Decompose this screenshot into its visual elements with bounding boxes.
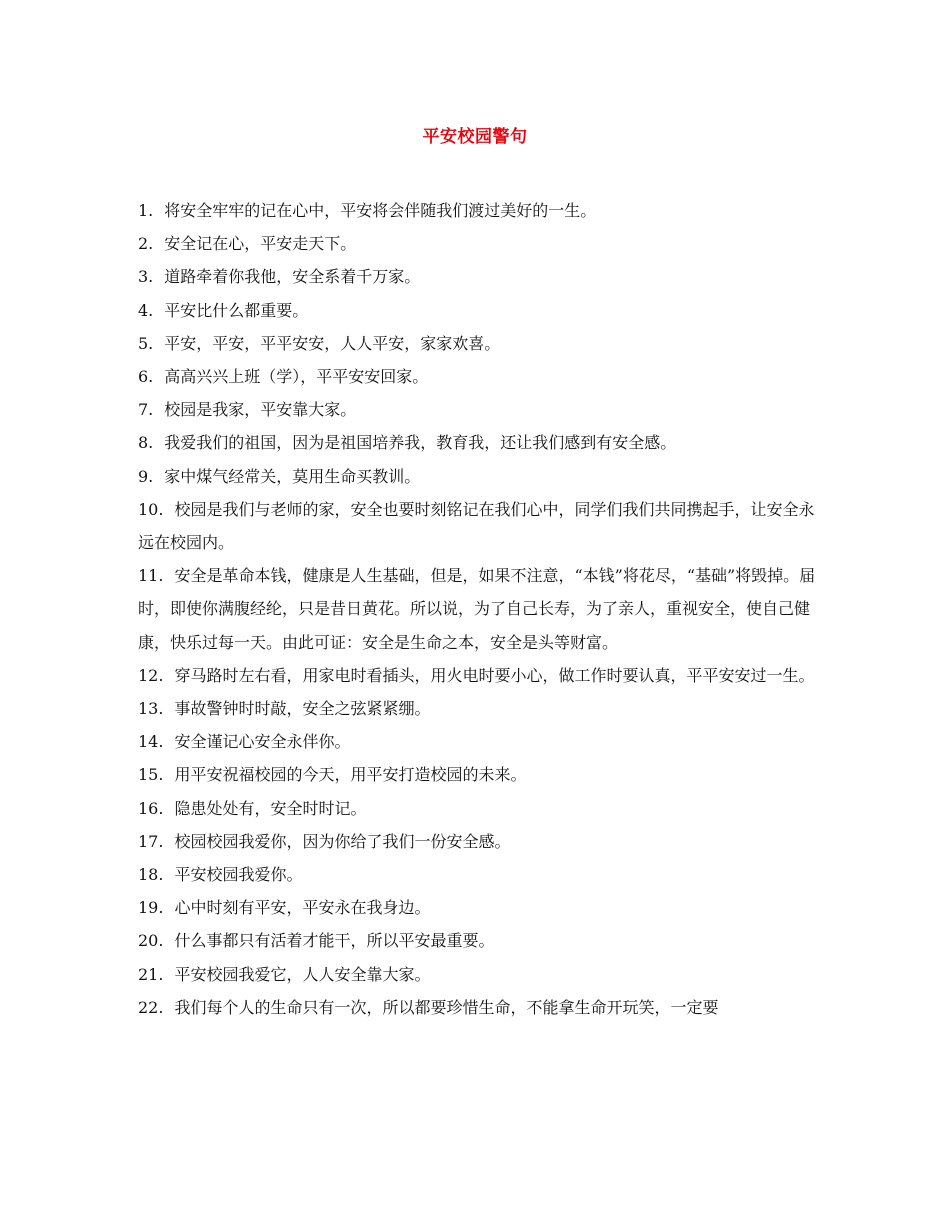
slogan-item (138, 360, 818, 393)
item-number: 7. (138, 400, 154, 420)
item-number: 17. (138, 831, 164, 851)
item-number: 12. (138, 665, 164, 685)
slogan-item (138, 426, 818, 459)
slogan-item (138, 991, 818, 1024)
item-number: 20. (138, 931, 164, 951)
slogan-item (138, 327, 818, 360)
slogan-item (138, 460, 818, 493)
item-number: 21. (138, 964, 164, 984)
item-number: 19. (138, 898, 164, 918)
slogan-item (138, 194, 818, 227)
item-number: 13. (138, 699, 164, 719)
slogan-item (138, 924, 818, 957)
item-number: 3. (138, 267, 154, 287)
slogan-item (138, 891, 818, 924)
item-text: 用平安祝福校园的今天，用平安打造校园的未来。 (174, 765, 527, 785)
item-number: 22. (138, 997, 164, 1017)
item-text: 穿马路时左右看，用家电时看插头，用火电时要小心，做工作时要认真，平平安安过一生。 (174, 665, 815, 685)
item-number: 1. (138, 201, 154, 220)
slogan-item (138, 559, 818, 659)
item-number: 2. (138, 234, 154, 254)
item-text: 校园是我家，平安靠大家。 (164, 400, 357, 420)
item-text: 安全是革命本钱，健康是人生基础，但是，如果不注意，“本钱”将花尽，“基础”将毁掉。届时，即使你满腹经纶，只是昔日黄花。所以说，为了自己长寿，为了亲人，重视安全，使自己健康，快乐过每一天。由此可证：安全是生命之本，安全是头等财富。 (138, 566, 816, 652)
item-number: 15. (138, 765, 164, 785)
page-title: 平安校园警句 (422, 127, 528, 147)
item-text: 平安，平安，平平安安，人人平安，家家欢喜。 (164, 333, 501, 353)
slogan-item (138, 825, 818, 858)
item-number: 5. (138, 333, 154, 353)
slogan-item (138, 393, 818, 426)
slogan-list (138, 194, 818, 1024)
item-text: 平安校园我爱它，人人安全靠大家。 (174, 964, 431, 984)
slogan-item (138, 260, 818, 293)
item-text: 我们每个人的生命只有一次，所以都要珍惜生命，不能拿生命开玩笑，一定要 (174, 997, 719, 1017)
item-text: 安全谨记心安全永伴你。 (174, 732, 351, 752)
slogan-item (138, 758, 818, 791)
item-number: 9. (138, 466, 154, 486)
item-number: 4. (138, 300, 154, 320)
item-number: 10. (138, 499, 164, 519)
item-text: 心中时刻有平安，平安永在我身边。 (174, 898, 431, 918)
item-number: 18. (138, 865, 164, 885)
item-number: 14. (138, 732, 164, 752)
item-text: 隐患处处有，安全时时记。 (174, 798, 367, 818)
item-text: 家中煤气经常关，莫用生命买教训。 (164, 466, 421, 486)
item-text: 平安比什么都重要。 (164, 300, 309, 320)
item-text: 校园是我们与老师的家，安全也要时刻铭记在我们心中，同学们我们共同携起手，让安全永远在校园内。 (138, 499, 815, 553)
slogan-item (138, 692, 818, 725)
slogan-item (138, 725, 818, 758)
slogan-item (138, 659, 818, 692)
slogan-item (138, 493, 818, 559)
item-text: 安全记在心，平安走天下。 (164, 234, 357, 254)
item-text: 平安校园我爱你。 (174, 865, 303, 885)
item-text: 校园校园我爱你，因为你给了我们一份安全感。 (174, 831, 511, 851)
item-number: 8. (138, 433, 154, 453)
item-number: 11. (138, 566, 164, 586)
slogan-item (138, 227, 818, 260)
item-text: 什么事都只有活着才能干，所以平安最重要。 (174, 931, 495, 951)
item-text: 道路牵着你我他，安全系着千万家。 (164, 267, 421, 287)
item-text: 我爱我们的祖国，因为是祖国培养我，教育我，还让我们感到有安全感。 (164, 433, 677, 453)
item-text: 高高兴兴上班（学），平平安安回家。 (164, 367, 429, 387)
slogan-item (138, 858, 818, 891)
item-number: 6. (138, 367, 154, 387)
item-text: 将安全牢牢的记在心中，平安将会伴随我们渡过美好的一生。 (164, 201, 597, 220)
slogan-item (138, 792, 818, 825)
item-number: 16. (138, 798, 164, 818)
item-text: 事故警钟时时敲，安全之弦紧紧绷。 (174, 699, 431, 719)
slogan-item (138, 958, 818, 991)
slogan-item (138, 294, 818, 327)
